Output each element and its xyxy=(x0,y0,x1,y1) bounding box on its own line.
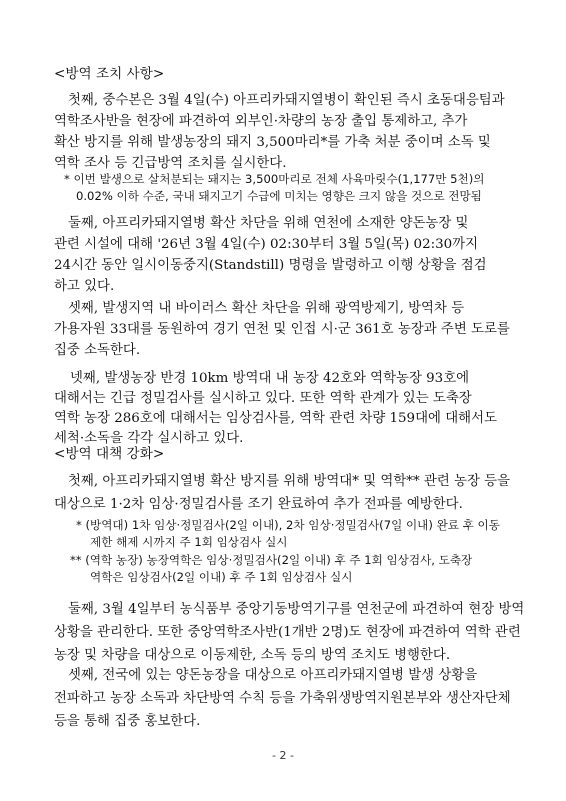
paragraph-line: 24시간 동안 일시이동중지(Standstill) 명령을 발령하고 이행 상황을 점검 xyxy=(54,258,487,273)
footnote-line: 제한 해제 시까지 주 1회 임상검사 실시 xyxy=(90,535,288,549)
paragraph-line: 상황을 관리한다. 또한 중앙역학조사반(1개반 2명)도 현장에 파견하여 역학 관련 xyxy=(54,625,521,640)
paragraph-line: 하고 있다. xyxy=(54,279,115,294)
paragraph-line: 둘째, 3월 4일부터 농식품부 중앙기동방역기구를 연천군에 파견하여 현장 방역 xyxy=(68,602,525,617)
footnote-line: 역학은 임상검사(2일 이내) 후 주 1회 임상검사 실시 xyxy=(90,570,353,584)
section-heading: <방역 조치 사항> xyxy=(54,66,165,82)
paragraph-line: 셋째, 전국에 있는 양돈농장을 대상으로 아프리카돼지열병 발생 상황을 xyxy=(68,668,478,683)
paragraph-line: 역학조사반을 현장에 파견하여 외부인·차량의 농장 출입 통제하고, 추가 xyxy=(54,114,468,129)
paragraph-line: 셋째, 발생지역 내 바이러스 확산 차단을 위해 광역방제기, 방역차 등 xyxy=(68,301,465,316)
paragraph-line: 첫째, 아프리카돼지열병 확산 방지를 위해 방역대* 및 역학** 관련 농장 등을 xyxy=(68,474,511,489)
paragraph-line: 역학 조사 등 긴급방역 조치를 실시한다. xyxy=(54,156,287,171)
page-number: - 2 - xyxy=(272,749,294,762)
paragraph-line: 대해서는 긴급 정밀검사를 실시하고 있다. 또한 역학 관계가 있는 도축장 xyxy=(54,391,472,406)
paragraph-line: 관련 시설에 대해 '26년 3월 4일(수) 02:30부터 3월 5일(목) 02:30까지 xyxy=(54,237,479,252)
paragraph-line: 세척·소독을 각각 실시하고 있다. xyxy=(54,431,244,446)
paragraph-line: 역학 농장 286호에 대해서는 임상검사를, 역학 관련 차량 159대에 대해서도 xyxy=(54,411,497,426)
paragraph-line: 확산 방지를 위해 발생농장의 돼지 3,500마리*를 가축 처분 중이며 소독 및 xyxy=(54,135,491,150)
footnote-line: * 이번 발생으로 살처분되는 돼지는 3,500마리로 전체 사육마릿수(1,177만 5천)의 xyxy=(64,172,485,186)
paragraph-line: 둘째, 아프리카돼지열병 확산 차단을 위해 연천에 소재한 양돈농장 및 xyxy=(68,216,469,231)
paragraph-line: 첫째, 중수본은 3월 4일(수) 아프리카돼지열병이 확인된 즉시 초동대응팀과 xyxy=(68,93,505,108)
paragraph-line: 전파하고 농장 소독과 차단방역 수칙 등을 가축위생방역지원본부와 생산자단체 xyxy=(54,691,511,706)
footnote-line: * (방역대) 1차 임상·정밀검사(2일 이내), 2차 임상·정밀검사(7일 이내) 완료 후 이동 xyxy=(76,518,500,532)
paragraph-line: 등을 통해 집중 홍보한다. xyxy=(54,714,201,729)
paragraph-line: 농장 및 차량을 대상으로 이동제한, 소독 등의 방역 조치도 병행한다. xyxy=(54,648,451,663)
paragraph-line: 집중 소독한다. xyxy=(54,343,141,358)
section-heading: <방역 대책 강화> xyxy=(54,446,165,462)
paragraph-line: 대상으로 1·2차 임상·정밀검사를 조기 완료하여 추가 전파를 예방한다. xyxy=(54,497,463,512)
footnote-line: ** (역학 농장) 농장역학은 임상·정밀검사(2일 이내) 후 주 1회 임상검사, 도축장 xyxy=(70,553,473,567)
footnote-line: 0.02% 이하 수준, 국내 돼지고기 수급에 미치는 영향은 크지 않을 것으로 전망됨 xyxy=(76,189,482,203)
paragraph-line: 가용자원 33대를 동원하여 경기 연천 및 인접 시·군 361호 농장과 주변 도로를 xyxy=(54,322,510,337)
paragraph-line: 넷째, 발생농장 반경 10km 방역대 내 농장 42호와 역학농장 93호에 xyxy=(70,371,470,386)
